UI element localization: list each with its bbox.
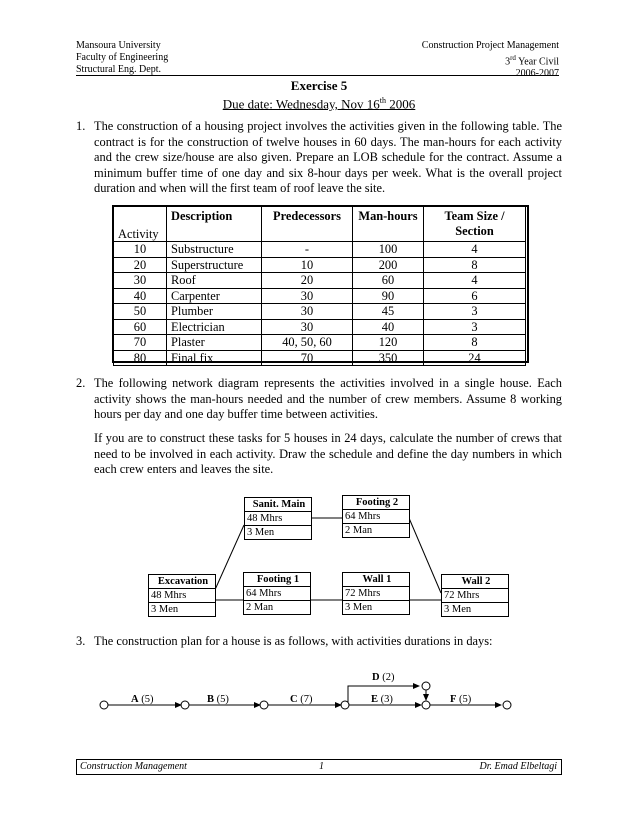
label-e-name: E: [371, 694, 379, 705]
cell-manhours: 120: [353, 335, 424, 351]
faculty-name: Faculty of Engineering: [76, 52, 169, 63]
q2-number: 2.: [76, 376, 86, 390]
page-footer: [76, 759, 562, 775]
node-footing1-title: Footing 1: [256, 574, 300, 585]
cell-activity: 10: [114, 242, 167, 258]
event-node-2: [181, 701, 189, 709]
node-excavation-men: 3 Men: [149, 602, 215, 616]
cell-description: Plaster: [167, 335, 262, 351]
cell-manhours: 90: [353, 288, 424, 304]
cell-description: Plumber: [167, 304, 262, 320]
due-date-text: Due date: Wednesday, Nov 16: [222, 96, 380, 112]
node-wall2-mhrs: 72 Mhrs: [442, 588, 508, 602]
node-footing2-mhrs: 64 Mhrs: [343, 509, 409, 523]
cell-description: Superstructure: [167, 257, 262, 273]
node-footing2-title: Footing 2: [355, 497, 399, 508]
node-excavation-title: Excavation: [157, 576, 209, 587]
cell-predecessors: -: [262, 242, 353, 258]
q2-text-2: If you are to construct these tasks for 5 houses in 24 days, calculate the number of crews that need to be involved in each activity. Draw the schedule and define the day numbers in which each crew enters and leaves the site.: [94, 431, 562, 476]
label-a-name: A: [131, 694, 139, 705]
q3-number: 3.: [76, 634, 86, 648]
node-sanit-title: Sanit. Main: [252, 499, 306, 510]
label-b: [207, 694, 229, 705]
cell-activity: 30: [114, 273, 167, 289]
cell-predecessors: 30: [262, 288, 353, 304]
cell-description: Electrician: [167, 319, 262, 335]
due-date-sup: th: [379, 96, 387, 105]
page-number: 1: [319, 761, 324, 772]
cell-activity: 80: [114, 350, 167, 366]
year-rest: Year Civil: [515, 56, 559, 68]
year-sup: rd: [510, 54, 516, 62]
exercise-title: Exercise 5: [290, 78, 348, 93]
col-predecessors: Predecessors: [262, 207, 353, 242]
node-wall1-men: 3 Men: [343, 600, 409, 614]
q3-text: The construction plan for a house is as follows, with activities durations in days:: [94, 634, 493, 648]
course-name: Construction Project Management: [421, 40, 559, 51]
cell-description: Final fix: [167, 350, 262, 366]
university-name: Mansoura University: [76, 40, 161, 51]
cell-manhours: 200: [353, 257, 424, 273]
node-excavation-mhrs: 48 Mhrs: [149, 588, 215, 602]
col-description: Description: [167, 207, 262, 242]
label-b-name: B: [207, 694, 215, 705]
node-wall1-title: Wall 1: [362, 574, 392, 585]
cell-team-size: 3: [424, 304, 526, 320]
footer-author: Dr. Emad Elbeltagi: [479, 761, 557, 772]
cell-activity: 20: [114, 257, 167, 273]
cell-predecessors: 40, 50, 60: [262, 335, 353, 351]
cell-description: Roof: [167, 273, 262, 289]
node-sanit-men: 3 Men: [245, 525, 311, 539]
col-manhours: Man-hours: [353, 207, 424, 242]
cell-predecessors: 20: [262, 273, 353, 289]
label-f-name: F: [450, 694, 457, 705]
event-node-4: [341, 701, 349, 709]
cell-predecessors: 70: [262, 350, 353, 366]
academic-year: 2006-2007: [515, 68, 559, 80]
col-team-size: Team Size / Section: [424, 207, 526, 242]
cell-predecessors: 30: [262, 319, 353, 335]
label-d: [372, 672, 394, 683]
label-d-name: D: [372, 672, 380, 683]
label-f: [450, 694, 471, 705]
label-e: [371, 694, 393, 705]
cell-team-size: 4: [424, 242, 526, 258]
event-node-5: [422, 682, 430, 690]
event-node-7: [503, 701, 511, 709]
node-sanit-mhrs: 48 Mhrs: [245, 511, 311, 525]
label-c: [290, 694, 312, 705]
label-c-dur: (7): [297, 694, 313, 705]
node-footing2-men: 2 Man: [343, 523, 409, 537]
cell-manhours: 40: [353, 319, 424, 335]
node-footing1-mhrs: 64 Mhrs: [244, 586, 310, 600]
cell-activity: 60: [114, 319, 167, 335]
label-a-dur: (5): [138, 694, 154, 705]
cell-team-size: 3: [424, 319, 526, 335]
node-wall2-men: 3 Men: [442, 602, 508, 616]
year-num: 3: [505, 56, 511, 68]
cell-predecessors: 30: [262, 304, 353, 320]
col-activity: Activity: [114, 207, 167, 242]
label-a: [131, 694, 153, 705]
q2-text-1: The following network diagram represents the activities involved in a single house. Each activity shows the man-hours needed and the number of crew members. Assume 8 working hours per day and one day buffer time between activities.: [94, 376, 562, 421]
cell-description: Substructure: [167, 242, 262, 258]
cell-team-size: 4: [424, 273, 526, 289]
q1-text: The construction of a housing project involves the activities given in the following table. The contract is for the construction of twelve houses in 60 days. The man-hours for each activity and the crew size/house are also given. Prepare an LOB schedule for the contract. Assume a minimum buffer time of one day and six 8-hour days per week. What is the overall project duration and when will the first team of roof leave the site.: [94, 119, 562, 195]
cell-manhours: 100: [353, 242, 424, 258]
node-wall1-mhrs: 72 Mhrs: [343, 586, 409, 600]
cell-description: Carpenter: [167, 288, 262, 304]
label-d-dur: (2): [379, 672, 395, 683]
node-wall2-title: Wall 2: [461, 576, 491, 587]
node-footing1-men: 2 Man: [244, 600, 310, 614]
label-c-name: C: [290, 694, 298, 705]
cell-manhours: 350: [353, 350, 424, 366]
label-f-dur: (5): [456, 694, 472, 705]
cell-team-size: 6: [424, 288, 526, 304]
cell-activity: 70: [114, 335, 167, 351]
label-b-dur: (5): [214, 694, 229, 705]
department-name: Structural Eng. Dept.: [76, 64, 161, 75]
q1-number: 1.: [76, 119, 86, 133]
label-e-dur: (3): [378, 694, 393, 705]
cell-team-size: 8: [424, 335, 526, 351]
cell-manhours: 45: [353, 304, 424, 320]
due-date-year: 2006: [386, 96, 416, 112]
event-node-1: [100, 701, 108, 709]
event-node-6: [422, 701, 430, 709]
cell-manhours: 60: [353, 273, 424, 289]
cell-predecessors: 10: [262, 257, 353, 273]
cell-activity: 50: [114, 304, 167, 320]
cell-team-size: 8: [424, 257, 526, 273]
cell-activity: 40: [114, 288, 167, 304]
event-node-3: [260, 701, 268, 709]
cell-team-size: 24: [424, 350, 526, 366]
footer-course: Construction Management: [80, 761, 187, 772]
